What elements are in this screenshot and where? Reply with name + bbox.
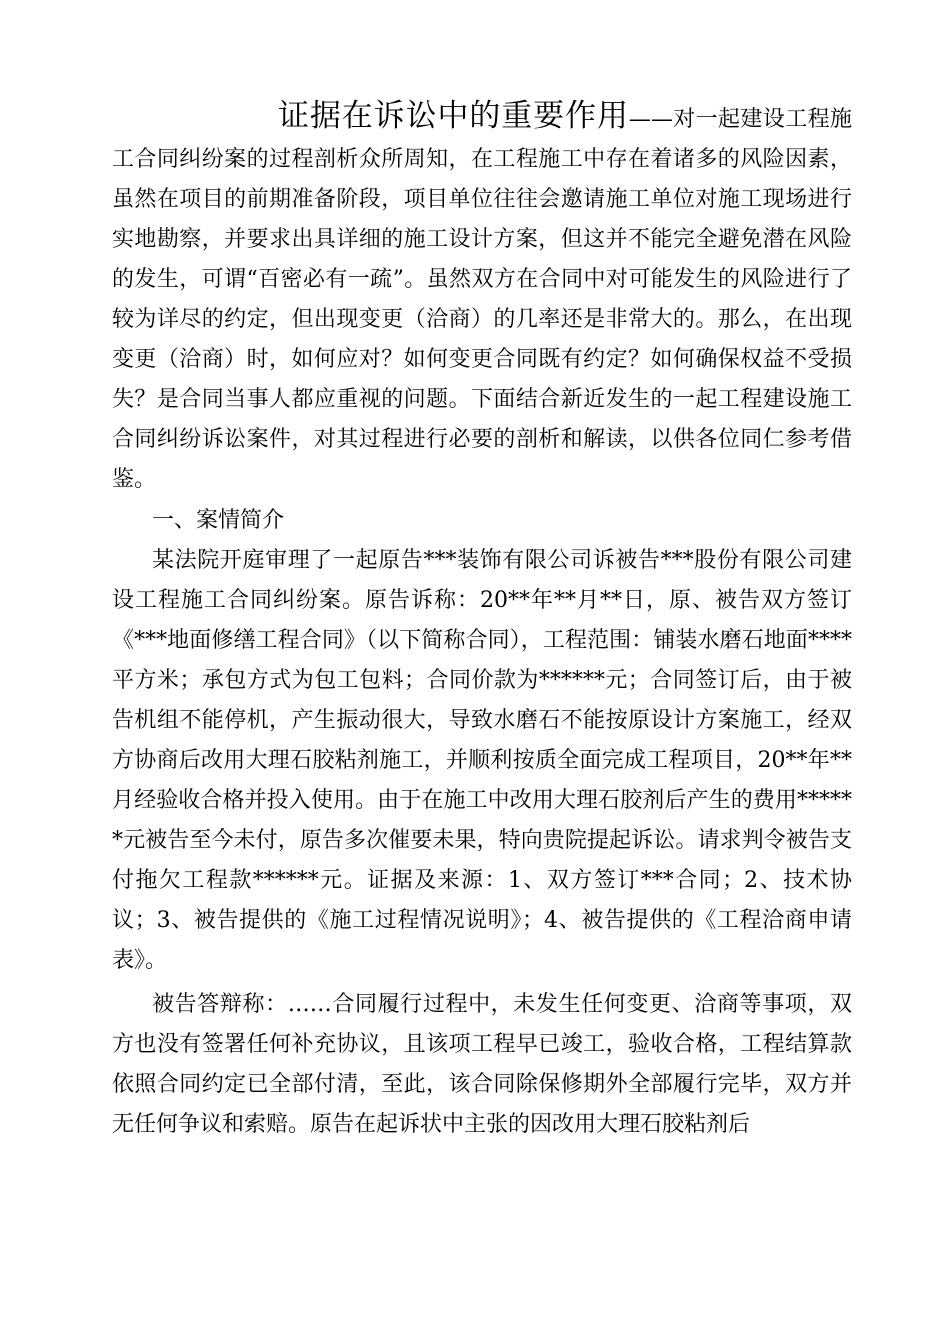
document-subtitle: ——对一起建设工程施工合同纠纷案的过程剖析	[112, 107, 852, 172]
intro-text: 众所周知，在工程施工中存在着诸多的风险因素，虽然在项目的前期准备阶段，项目单位往往会邀请施工单位对施工现场进行实地勘察，并要求出具详细的施工设计方案，但这并不能完全避免潜在风险的发生，可谓“百密必有一疏”。虽然双方在合同中对可能发生的风险进行了较为详尽的约定，但出现变更（洽商）的几率还是非常大的。那么，在出现变更（洽商）时，如何应对？如何变更合同既有约定？如何确保权益不受损失？是合同当事人都应重视的问题。下面结合新近发生的一起工程建设施工合同纠纷诉讼案件，对其过程进行必要的剖析和解读，以供各位同仁参考借鉴。	[112, 147, 852, 492]
defense-paragraph: 被告答辩称：……合同履行过程中，未发生任何变更、洽商等事项，双方也没有签署任何补充协议，且该项工程早已竣工，验收合格，工程结算款依照合同约定已全部付清，至此，该合同除保修期外全部履行完毕，双方并无任何争议和索赔。原告在起诉状中主张的因改用大理石胶粘剂后	[112, 992, 852, 1137]
title-paragraph	[112, 96, 852, 500]
section-heading: 一、案情简介	[152, 508, 285, 533]
document-body	[112, 96, 852, 1145]
document-title: 证据在诉讼中的重要作用	[278, 98, 629, 134]
case-summary-paragraph: 某法院开庭审理了一起原告***装饰有限公司诉被告***股份有限公司建设工程施工合同纠纷案。原告诉称：20**年**月**日，原、被告双方签订《***地面修缮工程合同》（以下简称合同），工程范围：铺装水磨石地面****平方米；承包方式为包工包料；合同价款为******元；合同签订后，由于被告机组不能停机，产生振动很大，导致水磨石不能按原设计方案施工，经双方协商后改用大理石胶粘剂施工，并顺利按质全面完成工程项目，20**年**月经验收合格并投入使用。由于在施工中改用大理石胶剂后产生的费用******元被告至今未付，原告多次催要未果，特向贵院提起诉讼。请求判令被告支付拖欠工程款******元。证据及来源：1、双方签订***合同；2、技术协议；3、被告提供的《施工过程情况说明》；4、被告提供的《工程洽商申请表》。	[112, 548, 852, 973]
